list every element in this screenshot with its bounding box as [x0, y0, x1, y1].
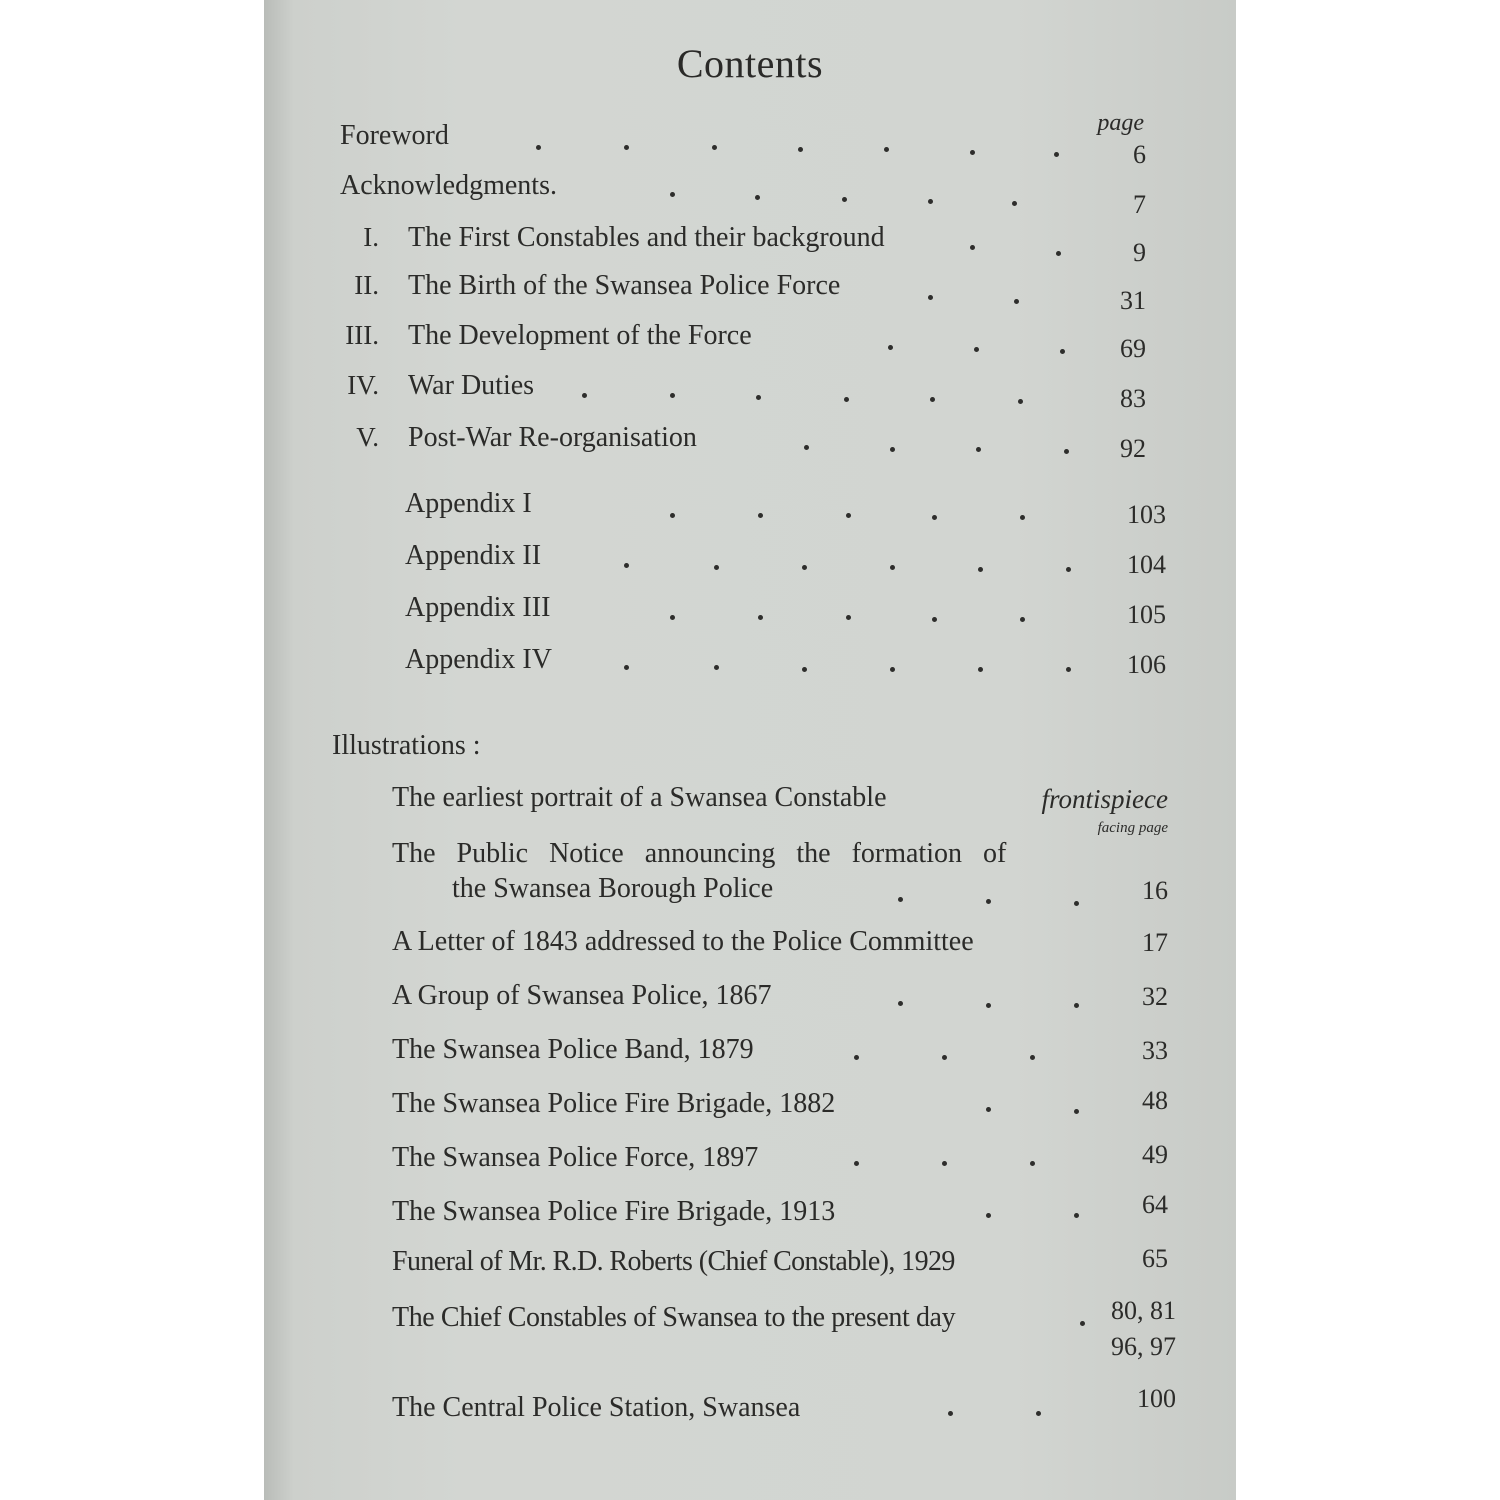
illustration-title-5: The Swansea Police Band, 1879 — [392, 1034, 754, 1065]
page-title: Contents — [676, 41, 824, 86]
illustration-page-9: 65 — [1142, 1244, 1168, 1273]
appendix-title-4: Appendix IV — [405, 644, 552, 675]
chapter-page-3: 69 — [1120, 334, 1146, 363]
chapter-page-1: 9 — [1133, 238, 1146, 267]
illustration-title-4: A Group of Swansea Police, 1867 — [392, 980, 772, 1011]
appendix-title-1: Appendix I — [405, 488, 532, 519]
chapter-numeral-4: IV. — [347, 370, 379, 400]
appendix-page-3: 105 — [1127, 600, 1166, 629]
illustration-page-5: 33 — [1142, 1036, 1168, 1065]
chapter-numeral-5: V. — [356, 422, 379, 452]
illustration-title-2-continued: the Swansea Borough Police — [452, 873, 774, 904]
illustration-title-7: The Swansea Police Force, 1897 — [392, 1142, 759, 1173]
illustration-page-7: 49 — [1142, 1140, 1168, 1169]
illustration-page-2: 16 — [1142, 876, 1168, 905]
chapter-numeral-2: II. — [354, 270, 379, 300]
illustration-page-3: 17 — [1142, 928, 1168, 957]
chapter-page-5: 92 — [1120, 434, 1146, 463]
chapter-numeral-1: I. — [363, 222, 379, 252]
chapter-title-1: The First Constables and their background — [408, 222, 885, 253]
illustration-title-2: The Public Notice announcing the formation of — [392, 838, 1007, 869]
frontispiece-label: frontispiece — [1041, 784, 1168, 814]
appendix-page-2: 104 — [1127, 550, 1166, 579]
chapter-page-2: 31 — [1120, 286, 1146, 315]
appendix-page-1: 103 — [1127, 500, 1166, 529]
illustration-page-6: 48 — [1142, 1086, 1168, 1115]
appendix-page-4: 106 — [1127, 650, 1166, 679]
contents-entry-foreword: Foreword — [340, 120, 449, 151]
illustration-page-4: 32 — [1142, 982, 1168, 1011]
chapter-title-4: War Duties — [408, 370, 535, 401]
contents-entry-acknowledgments: Acknowledgments. — [340, 170, 557, 201]
appendix-title-2: Appendix II — [405, 540, 542, 571]
illustrations-heading: Illustrations : — [332, 730, 481, 761]
contents-page-acknowledgments: 7 — [1133, 190, 1146, 219]
chapter-title-2: The Birth of the Swansea Police Force — [408, 270, 841, 301]
chapter-numeral-3: III. — [345, 320, 379, 350]
illustration-page-8: 64 — [1142, 1190, 1168, 1219]
illustration-page-10: 80, 81 — [1111, 1296, 1176, 1325]
contents-page-foreword: 6 — [1133, 140, 1146, 169]
illustration-title-9: Funeral of Mr. R.D. Roberts (Chief Constable), 1929 — [392, 1246, 955, 1277]
illustration-title-10: The Chief Constables of Swansea to the present day — [392, 1302, 956, 1333]
appendix-title-3: Appendix III — [405, 592, 551, 623]
chapter-title-3: The Development of the Force — [408, 320, 752, 351]
illustration-page-10-continued: 96, 97 — [1111, 1332, 1176, 1361]
illustration-page-11: 100 — [1137, 1384, 1176, 1413]
illustration-title-6: The Swansea Police Fire Brigade, 1882 — [392, 1088, 836, 1119]
illustration-title-8: The Swansea Police Fire Brigade, 1913 — [392, 1196, 836, 1227]
illustration-title-11: The Central Police Station, Swansea — [392, 1392, 801, 1423]
book-page — [264, 0, 1236, 1500]
page-column-label: page — [1097, 110, 1144, 136]
chapter-title-5: Post-War Re-organisation — [408, 422, 697, 453]
chapter-page-4: 83 — [1120, 384, 1146, 413]
illustration-title-3: A Letter of 1843 addressed to the Police Committee — [392, 926, 974, 957]
illustration-title-1: The earliest portrait of a Swansea Constable — [392, 782, 887, 813]
facing-page-label: facing page — [1097, 820, 1168, 836]
